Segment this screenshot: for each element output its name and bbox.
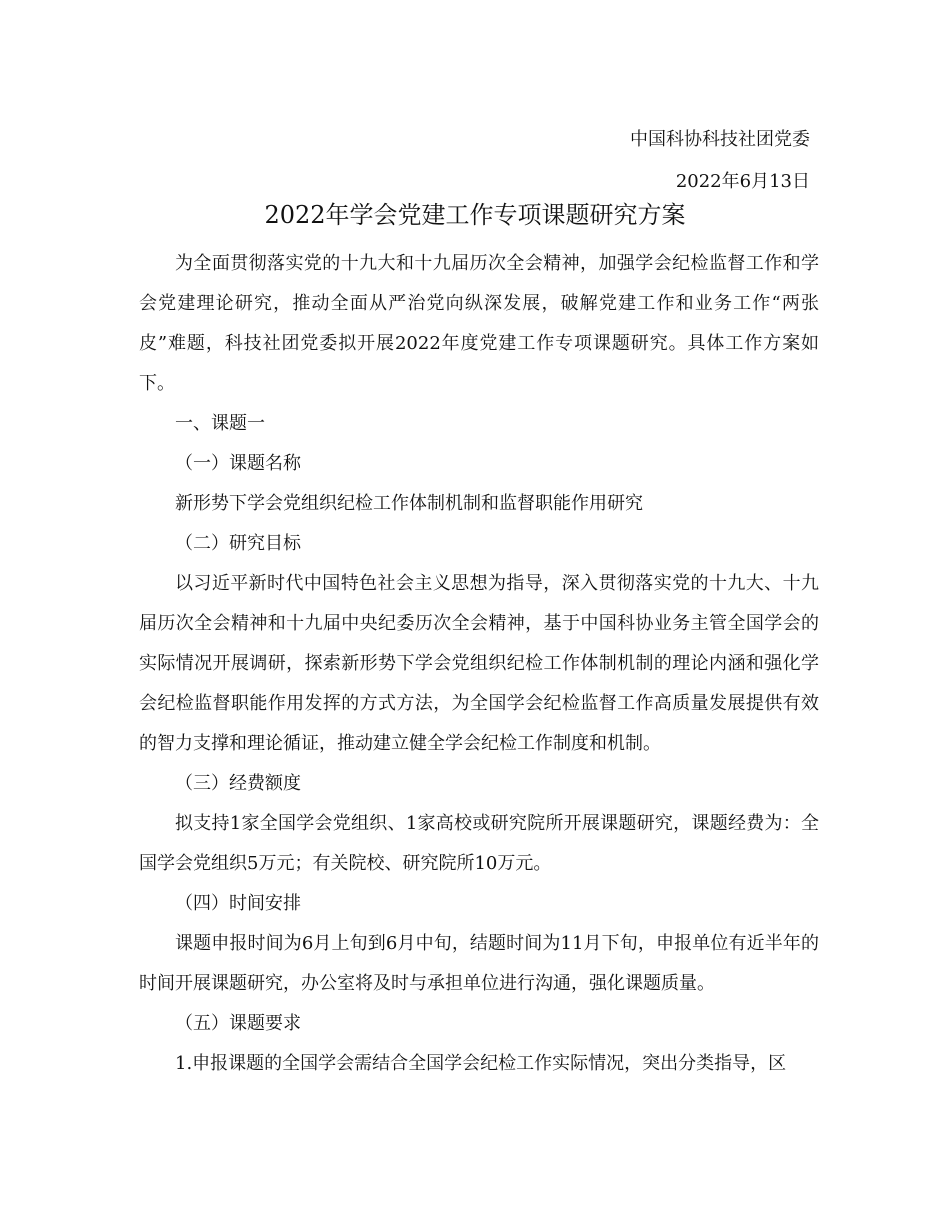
research-goal-paragraph: 以习近平新时代中国特色社会主义思想为指导，深入贯彻落实党的十九大、十九届历次全会精神和十九届中央纪委历次全会精神，基于中国科协业务主管全国学会的实际情况开展调研，探索新形势下学会党组织纪检工作体制机制的理论内涵和强化学会纪检监督职能作用发挥的方式方法，为全国学会纪检监督工作高质量发展提供有效的智力支撑和理论循证，推动建立健全学会纪检工作制度和机制。 [139,573,819,754]
subheading-requirements: （五）课题要求 [175,1013,301,1034]
document-body [139,244,819,1084]
schedule-paragraph: 课题申报时间为6月上旬到6月中旬，结题时间为11月下旬，申报单位有近半年的时间开展课题研究，办公室将及时与承担单位进行沟通，强化课题质量。 [139,933,819,994]
funding-paragraph: 拟支持1家全国学会党组织、1家高校或研究院所开展课题研究，课题经费为：全国学会党组织5万元；有关院校、研究院所10万元。 [139,813,819,874]
topic-name-text: 新形势下学会党组织纪检工作体制机制和监督职能作用研究 [175,493,643,514]
subheading-research-goal: （二）研究目标 [175,533,301,554]
subheading-schedule: （四）时间安排 [175,893,301,914]
subheading-topic-name: （一）课题名称 [175,453,301,474]
section-heading-topic-one: 一、课题一 [175,413,265,434]
issue-date: 2022年6月13日 [675,171,810,192]
intro-paragraph: 为全面贯彻落实党的十九大和十九届历次全会精神，加强学会纪检监督工作和学会党建理论研究，推动全面从严治党向纵深发展，破解党建工作和业务工作“两张皮”难题，科技社团党委拟开展2022年度党建工作专项课题研究。具体工作方案如下。 [139,253,819,394]
document-title: 2022年学会党建工作专项课题研究方案 [264,201,686,229]
subheading-funding: （三）经费额度 [175,773,301,794]
issuing-organization: 中国科协科技社团党委 [630,129,810,150]
requirement-item-1: 1.申报课题的全国学会需结合全国学会纪检工作实际情况，突出分类指导，区 [175,1053,787,1074]
